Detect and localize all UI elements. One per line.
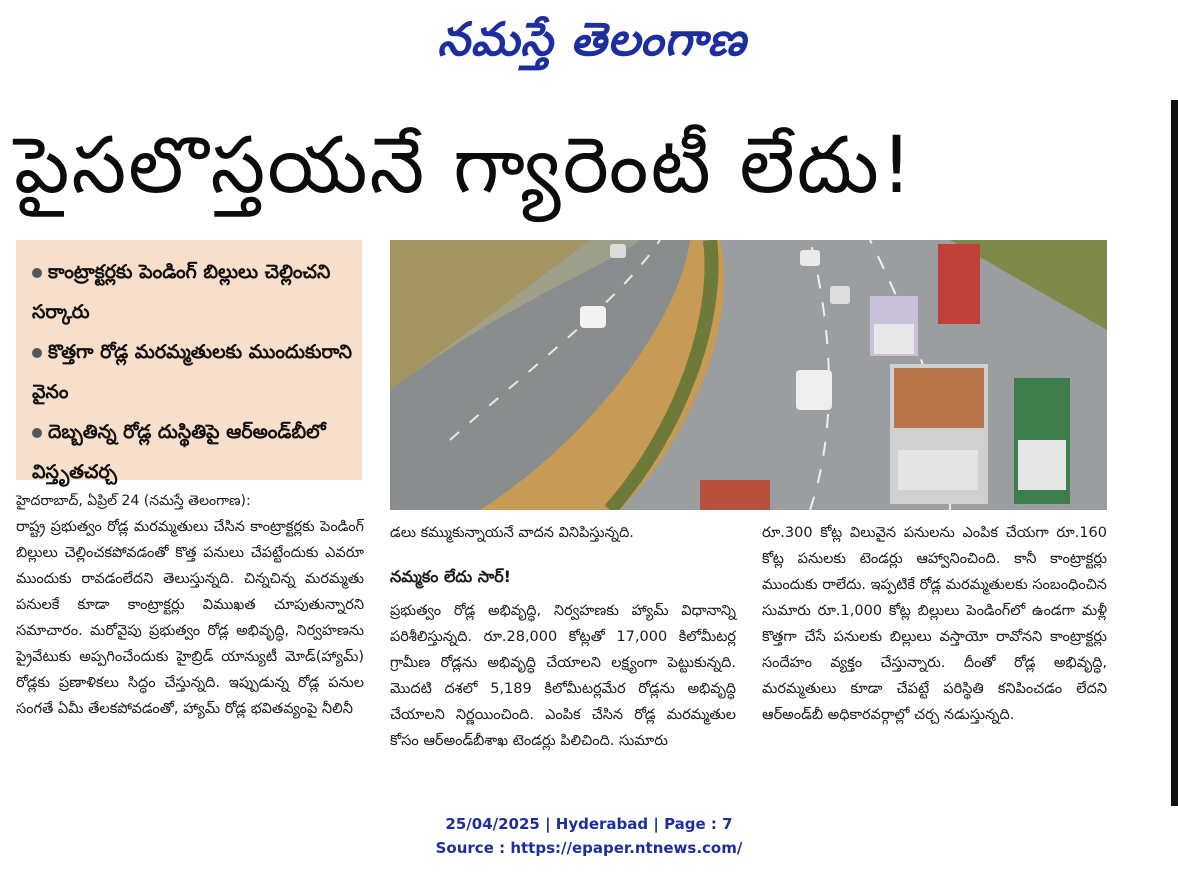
highway-photo [390, 240, 1107, 510]
right-margin-rule [1171, 100, 1178, 806]
highlight-item [32, 332, 352, 412]
column-text: డలు కమ్ముకున్నాయనే వాదన వినిపిస్తున్నది. [390, 525, 634, 541]
column-text: రూ.300 కోట్ల విలువైన పనులను ఎంపిక చేయగా రూ.160 కోట్ల పనులకు టెండర్లు ఆహ్వానించింది. కానీ కాంట్రాక్టర్లు ముందుకు రాలేదు. ఇప్పటికే రోడ్ల మరమ్మతులకు సంబంధించిన సుమారు రూ.1,000 కోట్ల బిల్లులు పెండింగ్‌లో ఉండగా మళ్లీ కొత్తగా చేసే పనులకు బిల్లులు వస్తాయో రావోనని కాంట్రాక్టర్లు సందేహం వ్యక్తం చేస్తున్నారు. దీంతో రోడ్ల అభివృద్ధి, మరమ్మతులు కూడా చేపట్టే పరిస్థితి కనిపించడం లేదని ఆర్‌అండ్‌బీ అధికారవర్గాల్లో చర్చ నడుస్తున్నది. [762, 525, 1107, 723]
bullet-icon [32, 348, 42, 358]
highlight-text: కాంట్రాక్టర్లకు పెండింగ్ బిల్లులు చెల్లించని సర్కారు [32, 261, 331, 323]
column-text: రాష్ట్ర ప్రభుత్వం రోడ్ల మరమ్మతులు చేసిన కాంట్రాక్టర్లకు పెండింగ్ బిల్లులు చెల్లించకపోవడంతో కొత్త పనులు చేపట్టేందుకు ఎవరూ ముందుకు రావడంలేదని తెలుస్తున్నది. చిన్నచిన్న మరమ్మతు పనులకే కూడా కాంట్రాక్టర్లు విముఖత చూపుతున్నారని సమాచారం. మరోవైపు ప్రభుత్వం రోడ్ల అభివృద్ధి, నిర్వహణను ప్రైవేటుకు అప్పగించేందుకు హైబ్రిడ్ యాన్యుటీ మోడ్(హ్యామ్) రోడ్లకు ప్రణాళికలు సిద్ధం చేస్తున్నది. ఇప్పుడున్న రోడ్ల పనుల సంగతే ఏమీ తేలకపోవడంతో, హ్యామ్ రోడ్ల భవితవ్యంపై నీలినీ [16, 519, 364, 717]
highlight-item [32, 252, 352, 332]
article-column-3 [762, 520, 1107, 728]
section-subheading: నమ్మకం లేదు సార్! [390, 567, 511, 586]
bullet-icon [32, 268, 42, 278]
article-column-2 [390, 520, 736, 754]
bullet-icon [32, 428, 42, 438]
footer-source-link[interactable]: Source : https://epaper.ntnews.com/ [435, 839, 743, 857]
column-text: ప్రభుత్వం రోడ్ల అభివృద్ధి, నిర్వహణకు హ్యామ్ విధానాన్ని పరిశీలిస్తున్నది. రూ.28,000 కోట్లతో 17,000 కిలోమీటర్ల గ్రామీణ రోడ్లను అభివృద్ధి చేయాలని లక్ష్యంగా పెట్టుకున్నది. మొదటి దశలో 5,189 కిలోమీటర్లమేర రోడ్లను అభివృద్ధి చేయాలని నిర్ణయించింది. ఎంపిక చేసిన రోడ్ల మరమ్మతుల కోసం ఆర్‌అండ్‌బీశాఖ టెండర్లు పిలిచింది. సుమారు [390, 603, 736, 749]
highlights-box [16, 240, 362, 483]
highlight-text: దెబ్బతిన్న రోడ్ల దుస్థితిపై ఆర్‌అండ్‌బీలో విస్తృతచర్చ [32, 421, 326, 483]
page-footer [0, 812, 1178, 860]
article-headline: పైసలొస్తయనే గ్యారెంటీ లేదు! [14, 121, 915, 211]
footer-date-page: 25/04/2025 | Hyderabad | Page : 7 [445, 815, 733, 833]
highlight-text: కొత్తగా రోడ్ల మరమ్మతులకు ముందుకురాని వైనం [32, 341, 353, 403]
article-column-1 [16, 488, 364, 722]
dateline: హైదరాబాద్, ఏప్రిల్ 24 (నమస్తే తెలంగాణ): [16, 493, 251, 509]
newspaper-masthead: నమస్తే తెలంగాణ [437, 12, 747, 66]
highlight-item [32, 412, 352, 492]
